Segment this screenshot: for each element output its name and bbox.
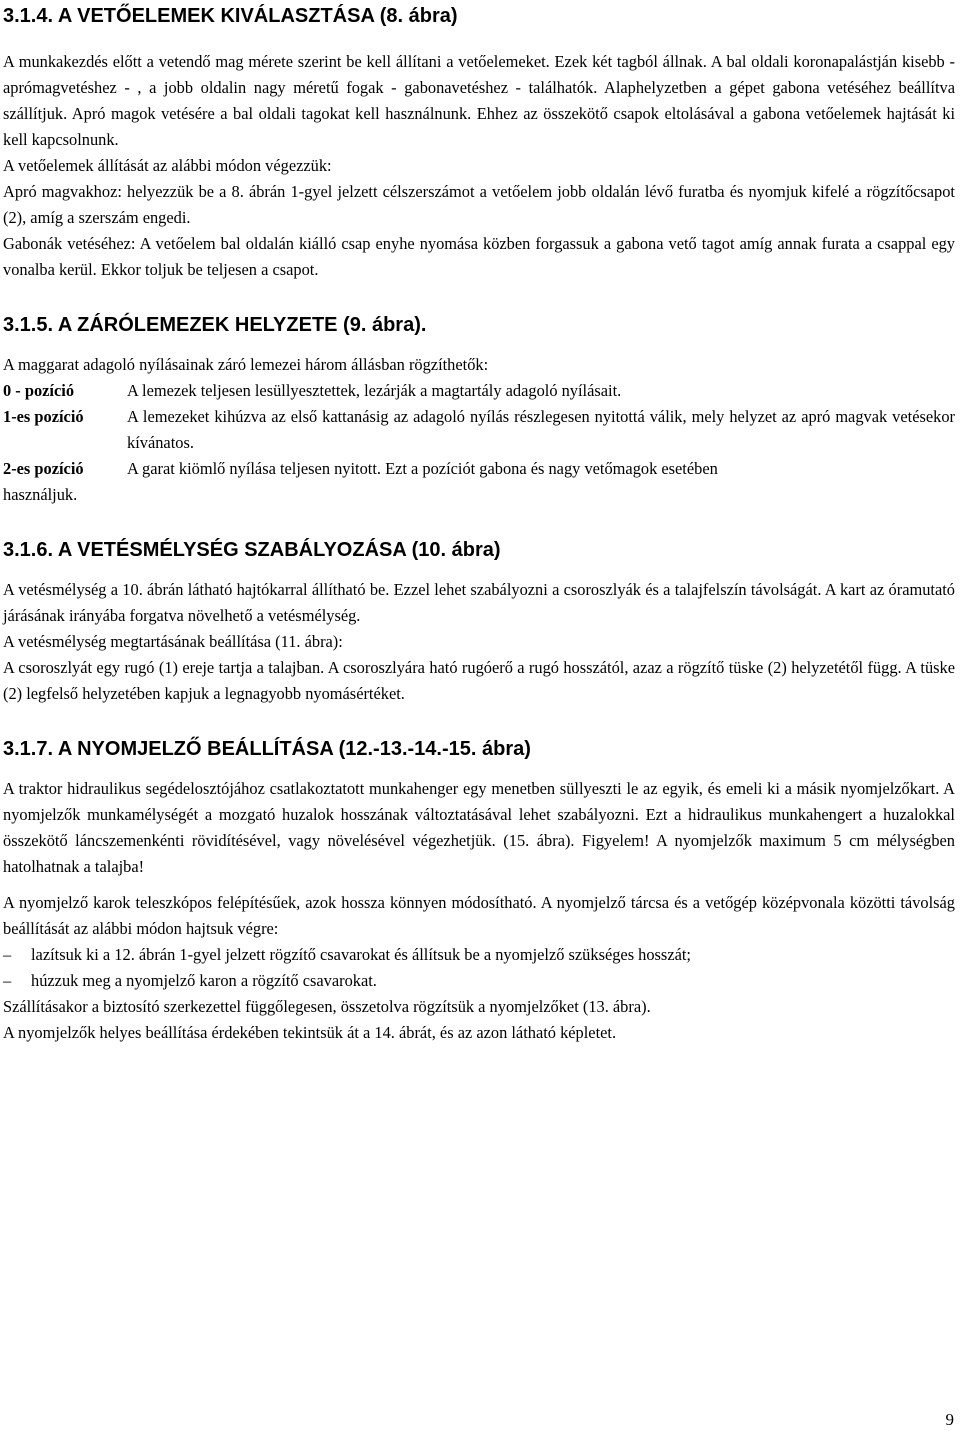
position-description: A lemezek teljesen lesüllyesztettek, lezárják a magtartály adagoló nyílásait.	[127, 381, 622, 400]
paragraph-vetesmelyseg-intro: A vetésmélység a 10. ábrán látható hajtókarral állítható be. Ezzel lehet szabályozni a csoroszlyák és a talajfelszín távolságát. A kart az óramutató járásának irányába forgatva növelhető a vetésmélység.	[3, 580, 955, 625]
paragraph-zarolemezek-intro: A maggarat adagoló nyílásainak záró lemezei három állásban rögzíthetők:	[3, 355, 489, 374]
paragraph-nyomjelzo-karok: A nyomjelző karok teleszkópos felépítésűek, azok hossza könnyen módosítható. A nyomjelző tárcsa és a vetőgép középvonala közötti távolság beállítását az alábbi módon hajtsuk végre:	[3, 893, 955, 938]
section-heading-zarolemezek: 3.1.5. A ZÁRÓLEMEZEK HELYZETE (9. ábra).	[3, 314, 427, 336]
position-label: 0 - pozíció	[3, 381, 75, 400]
list-item-text: húzzuk meg a nyomjelző karon a rögzítő csavarokat.	[31, 971, 377, 990]
position-row-2	[3, 456, 955, 482]
paragraph-gabonak-vetesehez: Gabonák vetéséhez: A vetőelem bal oldalán kiálló csap enyhe nyomása közben forgassuk a gabona vető tagot amíg annak furata a csappal egy vonalba kerül. Ekkor toljuk be teljesen a csapot.	[3, 234, 955, 279]
position-row-1	[3, 404, 955, 456]
list-item	[3, 942, 955, 968]
section-heading-vetesmelyseg: 3.1.6. A VETÉSMÉLYSÉG SZABÁLYOZÁSA (10. ábra)	[3, 539, 501, 561]
page-number: 9	[945, 1410, 954, 1429]
paragraph-nyomjelzo-hidraulika: A traktor hidraulikus segédelosztójához csatlakoztatott munkahenger egy menetben süllyeszti le az egyik, és emeli ki a másik nyomjelzőkart. A nyomjelzők munkamélységét a mozgató huzalok hosszának változtatásával lehet szabályozni. Ezt a hidraulikus munkahengert a huzalokkal összekötő láncszemenkénti rövidítésével, vagy növelésével végezhetjük. (15. ábra). Figyelem! A nyomjelzők maximum 5 cm mélységben hatolhatnak a talajba!	[3, 779, 955, 876]
position-continuation: használjuk.	[3, 485, 78, 504]
paragraph-helyes-beallitas: A nyomjelzők helyes beállítása érdekében tekintsük át a 14. ábrát, és az azon látható képletet.	[3, 1023, 617, 1042]
paragraph-szallitas: Szállításakor a biztosító szerkezettel függőlegesen, összetolva rögzítsük a nyomjelzőket (13. ábra).	[3, 997, 651, 1016]
position-label: 2-es pozíció	[3, 459, 84, 478]
position-label: 1-es pozíció	[3, 407, 84, 426]
section-heading-nyomjelzo: 3.1.7. A NYOMJELZŐ BEÁLLÍTÁSA (12.-13.-14.-15. ábra)	[3, 738, 531, 760]
document-page	[3, 0, 955, 1046]
paragraph-vetoelemek-method: A vetőelemek állítását az alábbi módon végezzük:	[3, 156, 332, 175]
position-description: A garat kiömlő nyílása teljesen nyitott. Ezt a pozíciót gabona és nagy vetőmagok esetében	[127, 459, 718, 478]
paragraph-apro-magvakhoz: Apró magvakhoz: helyezzük be a 8. ábrán 1-gyel jelzett célszerszámot a vetőelem jobb oldalán lévő furatba és nyomjuk kifelé a rögzítőcsapot (2), amíg a szerszám engedi.	[3, 182, 955, 227]
dash-bullet: –	[3, 945, 12, 964]
position-row-0	[3, 378, 955, 404]
paragraph-csoroszlya: A csoroszlyát egy rugó (1) ereje tartja a talajban. A csoroszlyára ható rugóerő a rugó hosszától, azaz a rögzítő tüske (2) helyzetétől függ. A tüske (2) legfelső helyzetében kapjuk a legnagyobb nyomásértéket.	[3, 658, 955, 703]
position-description: A lemezeket kihúzva az első kattanásig az adagoló nyílás részlegesen nyitottá válik, mely helyzet az apró magvak vetésekor kívánatos.	[127, 407, 955, 452]
dash-bullet: –	[3, 971, 12, 990]
paragraph-vetesmelyseg-setting: A vetésmélység megtartásának beállítása (11. ábra):	[3, 632, 343, 651]
list-item	[3, 968, 955, 994]
list-item-text: lazítsuk ki a 12. ábrán 1-gyel jelzett rögzítő csavarokat és állítsuk be a nyomjelző szükséges hosszát;	[31, 945, 691, 964]
section-heading-vetoelemek: 3.1.4. A VETŐELEMEK KIVÁLASZTÁSA (8. ábra)	[3, 5, 458, 27]
paragraph-vetoelemek-intro: A munkakezdés előtt a vetendő mag mérete szerint be kell állítani a vetőelemeket. Ezek két tagból állnak. A bal oldali koronapalástján kisebb - aprómagvetéshez - , a jobb oldalin nagy méretű fogak - gabonavetéshez - találhatók. Alaphelyzetben a gépet gabona vetéséhez beállítva szállítjuk. Apró magok vetésére a bal oldali tagokat kell használnunk. Ehhez az összekötő csapok eltolásával a gabona vetőelemek hajtását ki kell kapcsolnunk.	[3, 52, 955, 149]
